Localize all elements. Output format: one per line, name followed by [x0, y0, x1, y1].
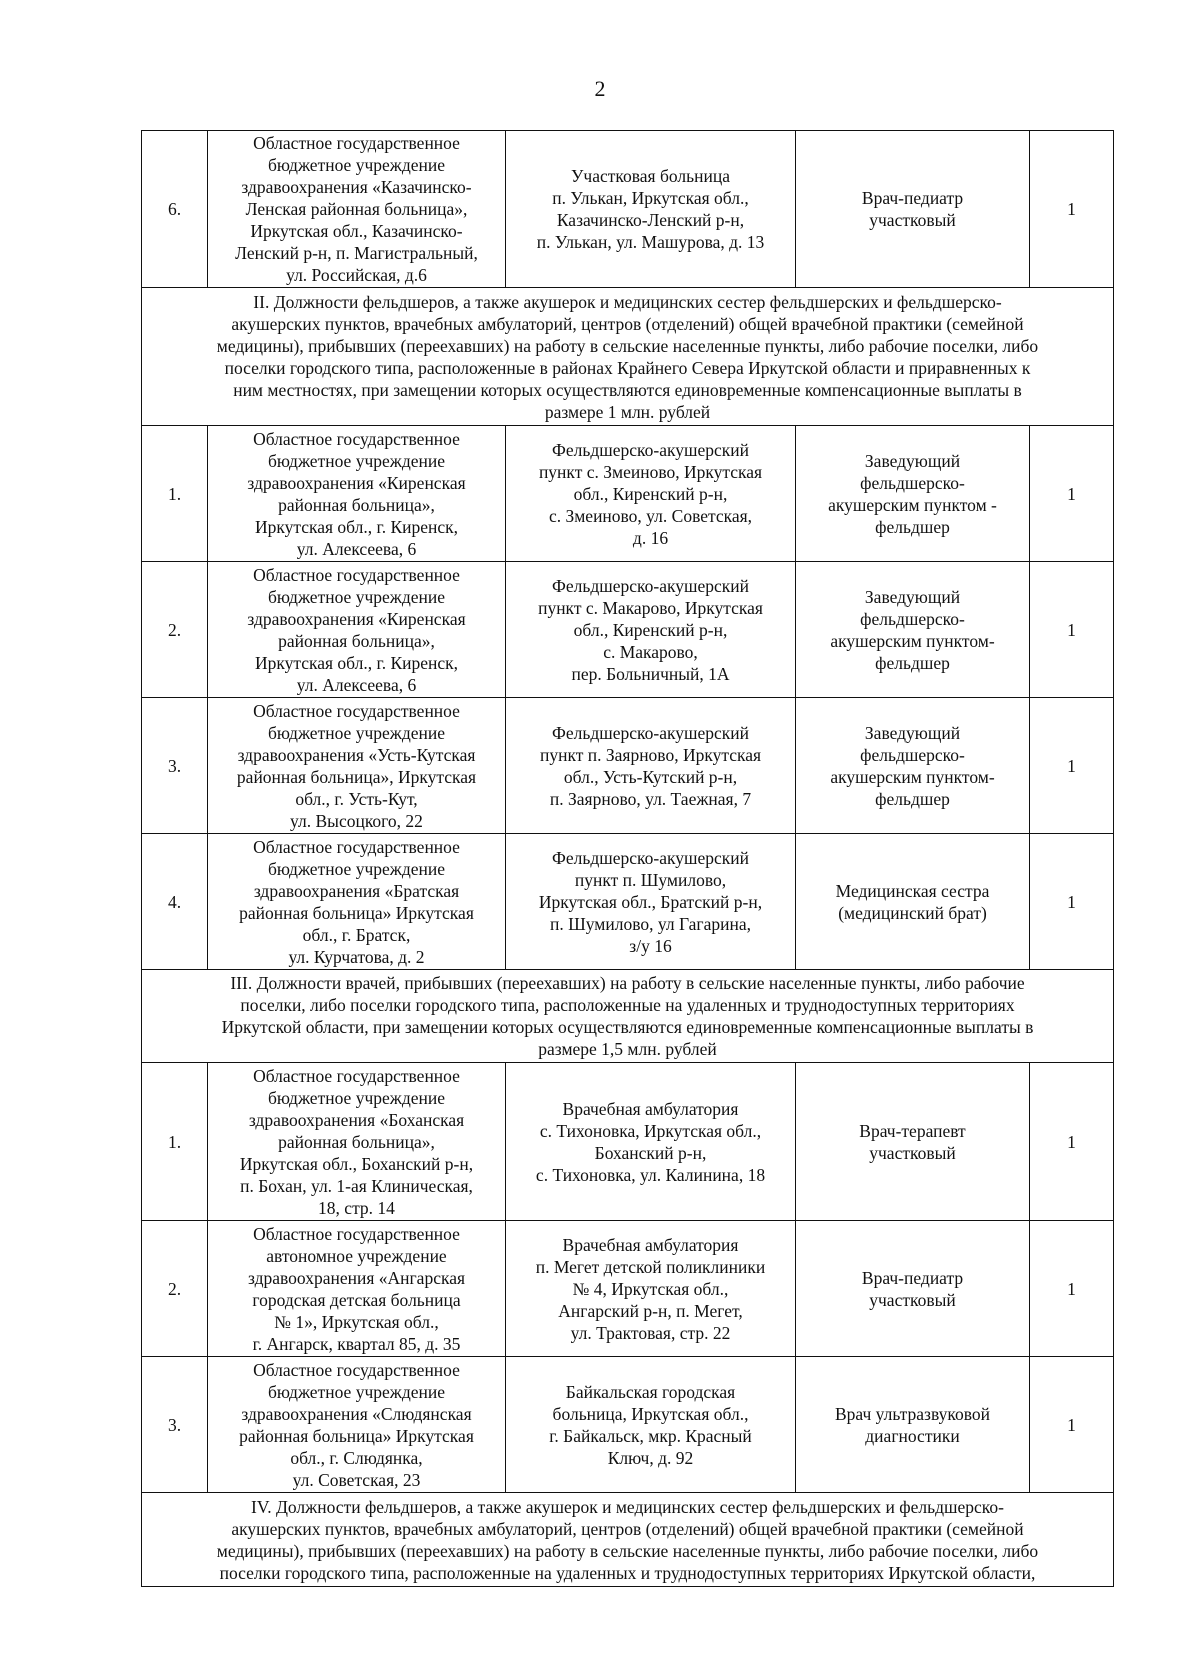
location-cell-line: д. 16	[632, 527, 669, 548]
institution-cell-line: ул. Российская, д.6	[286, 265, 427, 285]
institution-cell-line: ул. Советская, 23	[292, 1469, 421, 1490]
institution-cell	[208, 1357, 506, 1493]
table-row	[142, 1221, 1114, 1357]
institution-cell-line: г. Ангарск, квартал 85, д. 35	[252, 1333, 461, 1354]
institution-cell-line: обл., г. Слюдянка,	[290, 1447, 423, 1468]
table-row	[142, 1063, 1114, 1221]
institution-cell-line: Областное государственное	[253, 700, 460, 721]
section-heading-line: медицины), прибывших (переехавших) на работу в сельские населенные пункты, либо рабочие поселки, либо	[216, 1540, 1039, 1561]
row-number: 2.	[142, 562, 208, 698]
location-cell-line: Ключ, д. 92	[607, 1447, 694, 1468]
section-heading-line: акушерских пунктов, врачебных амбулаторий, центров (отделений) общей врачебной практики (семейной	[231, 313, 1024, 334]
institution-cell-line: Областное государственное	[253, 428, 460, 449]
institution-cell-line: Областное государственное	[253, 836, 460, 857]
position-cell-line: участковый	[869, 1289, 956, 1310]
section-heading-line: III. Должности врачей, прибывших (переехавших) на работу в сельские населенные пункты, либо рабочие	[230, 973, 1025, 993]
institution-cell	[208, 1063, 506, 1221]
location-cell-line: п. Заярново, ул. Таежная, 7	[549, 788, 752, 809]
row-number: 6.	[142, 131, 208, 288]
position-cell-line: Врач-педиатр	[861, 188, 964, 208]
section-heading-line: поселки городского типа, расположенные в районах Крайнего Севера Иркутской области и приравненных к	[224, 357, 1031, 378]
location-cell	[506, 698, 796, 834]
position-cell-line: фельдшер	[875, 516, 950, 537]
vacancies-table-body	[142, 131, 1114, 1587]
location-cell-line: п. Мегет детской поликлиники	[535, 1256, 766, 1277]
location-cell-line: с. Тихоновка, ул. Калинина, 18	[535, 1164, 766, 1185]
institution-cell-line: Областное государственное	[253, 1223, 460, 1244]
institution-cell-line: здравоохранения «Ангарская	[247, 1267, 466, 1288]
section-heading-line: медицины), прибывших (переехавших) на работу в сельские населенные пункты, либо рабочие поселки, либо	[216, 335, 1039, 356]
position-cell	[796, 562, 1030, 698]
institution-cell-line: здравоохранения «Братская	[253, 880, 460, 901]
position-cell	[796, 1357, 1030, 1493]
institution-cell-line: здравоохранения «Слюдянская	[241, 1403, 472, 1424]
location-cell-line: Боханский р-н,	[594, 1142, 707, 1163]
row-number: 4.	[142, 834, 208, 970]
institution-cell-line: Ленский р-н, п. Магистральный,	[235, 243, 478, 263]
section-heading-row	[142, 288, 1114, 426]
section-heading	[142, 288, 1114, 426]
location-cell-line: п. Шумилово, ул Гагарина,	[550, 913, 751, 934]
location-cell-line: пер. Больничный, 1А	[571, 663, 730, 684]
institution-cell-line: Областное государственное	[253, 1065, 460, 1086]
location-cell-line: з/у 16	[629, 935, 672, 956]
table-row	[142, 131, 1114, 288]
position-cell-line: (медицинский брат)	[838, 902, 987, 923]
institution-cell	[208, 426, 506, 562]
institution-cell-line: 18, стр. 14	[318, 1197, 395, 1218]
institution-cell-line: Иркутская обл., г. Киренск,	[254, 516, 459, 537]
location-cell-line: пункт с. Змеиново, Иркутская	[538, 461, 763, 482]
position-cell	[796, 1221, 1030, 1357]
institution-cell-line: здравоохранения «Киренская	[247, 608, 466, 629]
section-heading-line: IV. Должности фельдшеров, а также акушерок и медицинских сестер фельдшерских и фельдшерско-	[251, 1496, 1004, 1517]
institution-cell-line: бюджетное учреждение	[267, 586, 446, 607]
position-cell	[796, 834, 1030, 970]
section-heading-line: размере 1 млн. рублей	[544, 401, 711, 422]
institution-cell-line: бюджетное учреждение	[267, 858, 446, 879]
position-cell-line: фельдшерско-	[860, 472, 965, 493]
institution-cell-line: Иркутская обл., г. Киренск,	[254, 652, 459, 673]
location-cell-line: п. Улькан, ул. Машурова, д. 13	[536, 232, 765, 252]
position-cell-line: Заведующий	[864, 722, 961, 743]
position-cell-line: диагностики	[865, 1425, 960, 1446]
position-cell-line: Заведующий	[864, 450, 961, 471]
location-cell-line: г. Байкальск, мкр. Красный	[549, 1425, 752, 1446]
section-heading-row	[142, 970, 1114, 1063]
location-cell-line: п. Улькан, Иркутская обл.,	[552, 188, 749, 208]
section-heading	[142, 1493, 1114, 1587]
position-cell-line: Врач ультразвуковой	[834, 1403, 991, 1424]
section-heading-line: Иркутской области, при замещении которых осуществляются единовременные компенсационные выплаты в	[221, 1017, 1034, 1037]
institution-cell-line: районная больница»,	[278, 1131, 435, 1152]
institution-cell-line: Областное государственное	[253, 133, 460, 153]
institution-cell	[208, 131, 506, 288]
table-row	[142, 562, 1114, 698]
location-cell-line: № 4, Иркутская обл.,	[572, 1278, 729, 1299]
page-number: 2	[594, 76, 606, 101]
institution-cell-line: п. Бохан, ул. 1-ая Клиническая,	[240, 1175, 473, 1196]
location-cell-line: Ангарский р-н, п. Мегет,	[558, 1300, 743, 1321]
location-cell-line: Фельдшерско-акушерский	[552, 575, 749, 596]
row-number: 1.	[142, 426, 208, 562]
location-cell	[506, 834, 796, 970]
position-cell-line: участковый	[869, 1142, 956, 1163]
institution-cell-line: Ленская районная больница»,	[245, 199, 468, 219]
section-heading-line: II. Должности фельдшеров, а также акушерок и медицинских сестер фельдшерских и фельдшерско-	[253, 291, 1002, 312]
location-cell	[506, 1357, 796, 1493]
vacancy-count: 1	[1030, 1063, 1114, 1221]
table-row	[142, 698, 1114, 834]
location-cell-line: с. Змеиново, ул. Советская,	[548, 505, 753, 526]
row-number: 2.	[142, 1221, 208, 1357]
vacancy-count: 1	[1030, 834, 1114, 970]
vacancies-table	[141, 130, 1114, 1587]
position-cell-line: фельдшерско-	[860, 744, 965, 765]
position-cell-line: акушерским пунктом-	[830, 766, 995, 787]
vacancy-count: 1	[1030, 131, 1114, 288]
position-cell-line: Врач-педиатр	[861, 1267, 964, 1288]
position-cell	[796, 698, 1030, 834]
position-cell	[796, 1063, 1030, 1221]
vacancy-count: 1	[1030, 426, 1114, 562]
row-number: 1.	[142, 1063, 208, 1221]
institution-cell-line: здравоохранения «Киренская	[247, 472, 466, 493]
location-cell	[506, 426, 796, 562]
institution-cell-line: ул. Курчатова, д. 2	[288, 946, 425, 967]
position-cell-line: Медицинская сестра	[835, 880, 990, 901]
location-cell-line: Фельдшерско-акушерский	[552, 847, 749, 868]
institution-cell-line: автономное учреждение	[266, 1245, 447, 1266]
position-cell-line: участковый	[869, 210, 956, 230]
location-cell-line: Фельдшерско-акушерский	[552, 722, 749, 743]
location-cell	[506, 131, 796, 288]
institution-cell-line: Иркутская обл., Боханский р-н,	[239, 1153, 474, 1174]
location-cell-line: Врачебная амбулатория	[562, 1098, 739, 1119]
institution-cell-line: бюджетное учреждение	[267, 1087, 446, 1108]
position-cell-line: акушерским пунктом -	[828, 494, 997, 515]
section-heading-line: размере 1,5 млн. рублей	[538, 1039, 717, 1059]
institution-cell-line: обл., г. Усть-Кут,	[295, 788, 418, 809]
location-cell-line: пункт п. Шумилово,	[574, 869, 727, 890]
location-cell-line: Байкальская городская	[565, 1381, 736, 1402]
location-cell-line: Казачинско-Ленский р-н,	[556, 210, 745, 230]
location-cell-line: обл., Киренский р-н,	[573, 619, 728, 640]
location-cell	[506, 1221, 796, 1357]
section-heading-row	[142, 1493, 1114, 1587]
institution-cell-line: Областное государственное	[253, 564, 460, 585]
institution-cell-line: Областное государственное	[253, 1359, 460, 1380]
institution-cell	[208, 834, 506, 970]
location-cell-line: больница, Иркутская обл.,	[552, 1403, 749, 1424]
location-cell-line: Фельдшерско-акушерский	[552, 439, 749, 460]
institution-cell-line: районная больница», Иркутская	[236, 766, 477, 787]
institution-cell-line: ул. Высоцкого, 22	[290, 810, 423, 831]
location-cell-line: с. Тихоновка, Иркутская обл.,	[539, 1120, 762, 1141]
position-cell-line: фельдшерско-	[860, 608, 965, 629]
location-cell-line: пункт п. Заярново, Иркутская	[539, 744, 762, 765]
row-number: 3.	[142, 1357, 208, 1493]
institution-cell-line: районная больница» Иркутская	[239, 1425, 474, 1446]
section-heading-line: поселки городского типа, расположенные на удаленных и труднодоступных территориях Иркутской области,	[219, 1562, 1036, 1583]
institution-cell-line: здравоохранения «Боханская	[248, 1109, 465, 1130]
institution-cell-line: районная больница»,	[278, 630, 435, 651]
institution-cell-line: ул. Алексеева, 6	[296, 538, 417, 559]
institution-cell	[208, 1221, 506, 1357]
position-cell-line: фельдшер	[875, 652, 950, 673]
position-cell	[796, 131, 1030, 288]
institution-cell-line: бюджетное учреждение	[267, 155, 446, 175]
vacancy-count: 1	[1030, 1357, 1114, 1493]
table-row	[142, 426, 1114, 562]
position-cell-line: фельдшер	[875, 788, 950, 809]
position-cell-line: Врач-терапевт	[859, 1120, 966, 1141]
institution-cell-line: районная больница» Иркутская	[239, 902, 474, 923]
institution-cell-line: бюджетное учреждение	[267, 722, 446, 743]
table-row	[142, 834, 1114, 970]
section-heading	[142, 970, 1114, 1063]
institution-cell-line: здравоохранения «Усть-Кутская	[237, 744, 476, 765]
section-heading-line: ним местностях, при замещении которых осуществляются единовременные компенсационные выплаты в	[233, 379, 1022, 400]
institution-cell-line: районная больница»,	[278, 494, 435, 515]
institution-cell-line: обл., г. Братск,	[302, 924, 411, 945]
vacancy-count: 1	[1030, 1221, 1114, 1357]
institution-cell	[208, 698, 506, 834]
institution-cell-line: городская детская больница	[252, 1289, 461, 1310]
institution-cell-line: Иркутская обл., Казачинско-	[250, 221, 463, 241]
institution-cell-line: бюджетное учреждение	[267, 450, 446, 471]
location-cell-line: Врачебная амбулатория	[562, 1234, 739, 1255]
location-cell	[506, 1063, 796, 1221]
institution-cell-line: здравоохранения «Казачинско-	[241, 177, 472, 197]
location-cell-line: Участковая больница	[571, 166, 730, 186]
position-cell-line: акушерским пунктом-	[830, 630, 995, 651]
location-cell-line: с. Макарово,	[603, 641, 698, 662]
institution-cell	[208, 562, 506, 698]
vacancy-count: 1	[1030, 698, 1114, 834]
table-row	[142, 1357, 1114, 1493]
location-cell-line: Иркутская обл., Братский р-н,	[538, 891, 763, 912]
row-number: 3.	[142, 698, 208, 834]
position-cell-line: Заведующий	[864, 586, 961, 607]
section-heading-line: поселки, либо поселки городского типа, расположенные на удаленных и труднодоступных территориях	[240, 995, 1015, 1015]
vacancy-count: 1	[1030, 562, 1114, 698]
section-heading-line: акушерских пунктов, врачебных амбулаторий, центров (отделений) общей врачебной практики (семейной	[231, 1518, 1024, 1539]
location-cell	[506, 562, 796, 698]
position-cell	[796, 426, 1030, 562]
location-cell-line: ул. Трактовая, стр. 22	[570, 1322, 731, 1343]
location-cell-line: пункт с. Макарово, Иркутская	[538, 597, 763, 618]
institution-cell-line: ул. Алексеева, 6	[296, 674, 417, 695]
location-cell-line: обл., Усть-Кутский р-н,	[563, 766, 738, 787]
institution-cell-line: № 1», Иркутская обл.,	[274, 1311, 439, 1332]
institution-cell-line: бюджетное учреждение	[267, 1381, 446, 1402]
location-cell-line: обл., Киренский р-н,	[573, 483, 728, 504]
